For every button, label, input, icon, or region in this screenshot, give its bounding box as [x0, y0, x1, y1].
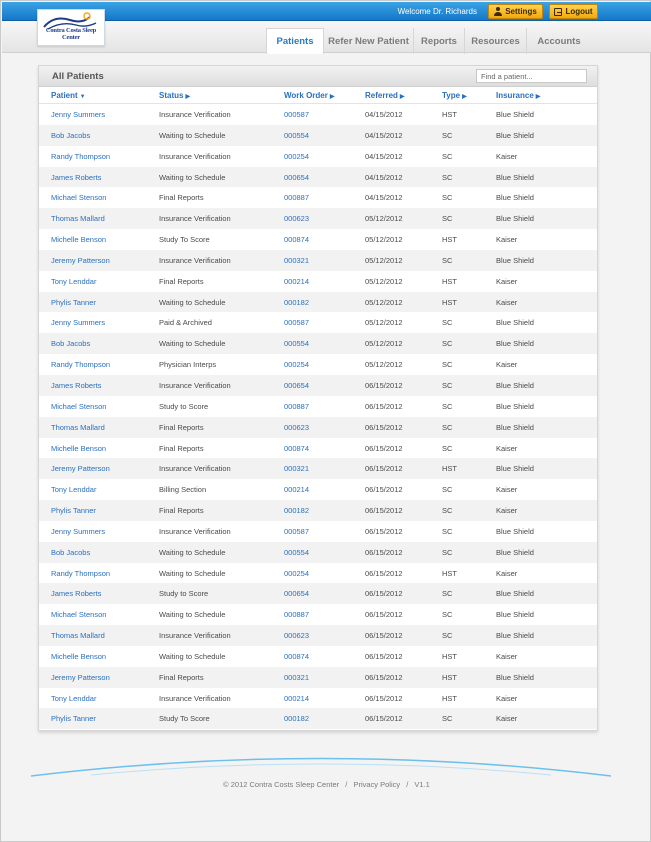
patient-name-link[interactable]: Bob Jacobs — [51, 130, 91, 140]
settings-button[interactable] — [488, 4, 543, 19]
insurance-cell: Kaiser — [496, 651, 518, 661]
work-order-link[interactable]: 000554 — [284, 339, 310, 349]
table-row[interactable] — [39, 646, 597, 667]
type-cell: SC — [442, 339, 453, 349]
logo[interactable] — [37, 9, 105, 46]
patient-name-link[interactable]: Michael Stenson — [51, 610, 107, 620]
patient-name-link[interactable]: Jenny Summers — [51, 526, 106, 536]
work-order-link[interactable]: 000254 — [284, 151, 310, 161]
patient-name-link[interactable]: Phylis Tanner — [51, 297, 96, 307]
work-order-link[interactable]: 000623 — [284, 422, 310, 432]
referred-cell: 06/15/2012 — [365, 380, 403, 390]
patient-name-link[interactable]: James Roberts — [51, 172, 102, 182]
type-cell: SC — [442, 172, 453, 182]
work-order-link[interactable]: 000321 — [284, 255, 310, 265]
type-cell: SC — [442, 506, 453, 516]
type-cell: HST — [442, 297, 457, 307]
referred-cell: 06/15/2012 — [365, 506, 403, 516]
referred-cell: 06/15/2012 — [365, 464, 403, 474]
table-row[interactable] — [39, 187, 597, 208]
status-cell: Final Reports — [159, 193, 204, 203]
insurance-cell: Blue Shield — [496, 589, 534, 599]
patient-name-link[interactable]: Randy Thompson — [51, 151, 111, 161]
insurance-cell: Blue Shield — [496, 110, 534, 119]
type-cell: SC — [442, 151, 453, 161]
table-row[interactable] — [39, 583, 597, 604]
table-row[interactable] — [39, 417, 597, 438]
column-header-referred[interactable] — [365, 91, 405, 100]
table-row[interactable] — [39, 354, 597, 375]
patient-name-link[interactable]: Michael Stenson — [51, 401, 107, 411]
type-cell: SC — [442, 526, 453, 536]
status-cell: Final Reports — [159, 422, 204, 432]
type-cell: SC — [442, 631, 453, 641]
status-cell: Insurance Verification — [159, 631, 231, 641]
work-order-link[interactable]: 000182 — [284, 506, 310, 516]
patient-name-link[interactable]: Michelle Benson — [51, 651, 107, 661]
work-order-link[interactable]: 000321 — [284, 464, 310, 474]
patient-name-link[interactable]: Jeremy Patterson — [51, 672, 110, 682]
work-order-link[interactable]: 000587 — [284, 318, 310, 328]
work-order-link[interactable]: 000554 — [284, 547, 310, 557]
work-order-link[interactable]: 000654 — [284, 172, 310, 182]
work-order-link[interactable]: 000554 — [284, 130, 310, 140]
insurance-cell: Kaiser — [496, 151, 518, 161]
patient-name-link[interactable]: Randy Thompson — [51, 360, 111, 370]
referred-cell: 05/12/2012 — [365, 297, 403, 307]
status-cell: Insurance Verification — [159, 464, 231, 474]
footer — [1, 780, 651, 789]
patient-name-link[interactable]: Tony Lenddar — [51, 693, 97, 703]
patient-name-link[interactable]: Thomas Mallard — [51, 631, 105, 641]
patient-name-link[interactable]: Bob Jacobs — [51, 547, 91, 557]
insurance-cell: Kaiser — [496, 568, 518, 578]
status-cell: Insurance Verification — [159, 110, 231, 119]
column-header-work-order[interactable] — [284, 91, 335, 100]
table-row[interactable] — [39, 458, 597, 479]
main-nav — [266, 28, 591, 54]
type-cell: SC — [442, 360, 453, 370]
work-order-link[interactable]: 000214 — [284, 276, 310, 286]
referred-cell: 05/12/2012 — [365, 214, 403, 224]
patient-name-link[interactable]: Michelle Benson — [51, 235, 107, 245]
table-row[interactable] — [39, 104, 597, 125]
referred-cell: 06/15/2012 — [365, 401, 403, 411]
status-cell: Insurance Verification — [159, 693, 231, 703]
table-row[interactable] — [39, 479, 597, 500]
work-order-link[interactable]: 000254 — [284, 360, 310, 370]
type-cell: SC — [442, 214, 453, 224]
referred-cell: 05/12/2012 — [365, 318, 403, 328]
patients-table-body — [39, 104, 597, 729]
copyright-text: © 2012 Contra Costs Sleep Center — [223, 780, 340, 789]
table-row[interactable] — [39, 229, 597, 250]
insurance-cell: Blue Shield — [496, 401, 534, 411]
patients-panel — [38, 65, 598, 731]
work-order-link[interactable]: 000321 — [284, 672, 310, 682]
table-row[interactable] — [39, 271, 597, 292]
referred-cell: 06/15/2012 — [365, 651, 403, 661]
type-cell: SC — [442, 547, 453, 557]
type-cell: SC — [442, 443, 453, 453]
table-row[interactable] — [39, 146, 597, 167]
referred-cell: 06/15/2012 — [365, 443, 403, 453]
patient-name-link[interactable]: Bob Jacobs — [51, 339, 91, 349]
patient-name-link[interactable]: Jeremy Patterson — [51, 255, 110, 265]
logout-button[interactable] — [549, 4, 598, 19]
insurance-cell: Blue Shield — [496, 380, 534, 390]
sort-right-icon: ▶ — [329, 94, 335, 100]
tab-accounts[interactable]: Accounts — [537, 35, 581, 47]
type-cell: SC — [442, 130, 453, 140]
type-cell: HST — [442, 110, 457, 119]
patient-name-link[interactable]: Tony Lenddar — [51, 485, 97, 495]
table-row[interactable] — [39, 667, 597, 688]
column-header-status[interactable] — [159, 91, 190, 100]
privacy-policy-link[interactable]: Privacy Policy — [353, 780, 401, 789]
referred-cell: 05/12/2012 — [365, 276, 403, 286]
patient-name-link[interactable]: Jeremy Patterson — [51, 464, 110, 474]
patient-search-input[interactable] — [476, 69, 587, 83]
patient-name-link[interactable]: James Roberts — [51, 589, 102, 599]
footer-swoosh — [31, 751, 611, 781]
referred-cell: 06/15/2012 — [365, 714, 403, 724]
referred-cell: 04/15/2012 — [365, 172, 403, 182]
referred-cell: 06/15/2012 — [365, 610, 403, 620]
type-cell: HST — [442, 235, 457, 245]
referred-cell: 05/12/2012 — [365, 339, 403, 349]
type-cell: HST — [442, 464, 457, 474]
status-cell: Study To Score — [159, 235, 210, 245]
insurance-cell: Blue Shield — [496, 672, 534, 682]
column-header-label: Type — [442, 91, 461, 100]
table-row[interactable] — [39, 208, 597, 229]
panel-title: All Patients — [52, 71, 104, 82]
table-header — [39, 87, 597, 104]
work-order-link[interactable]: 000874 — [284, 443, 310, 453]
table-row[interactable] — [39, 521, 597, 542]
sort-down-icon: ▼ — [79, 94, 86, 100]
column-header-label: Patient — [51, 91, 78, 100]
insurance-cell: Kaiser — [496, 485, 518, 495]
type-cell: HST — [442, 276, 457, 286]
patient-name-link[interactable]: Thomas Mallard — [51, 422, 105, 432]
insurance-cell: Blue Shield — [496, 464, 534, 474]
referred-cell: 06/15/2012 — [365, 568, 403, 578]
column-header-label: Work Order — [284, 91, 328, 100]
table-row[interactable] — [39, 312, 597, 333]
status-cell: Final Reports — [159, 276, 204, 286]
work-order-link[interactable]: 000587 — [284, 110, 310, 119]
status-cell: Study to Score — [159, 589, 209, 599]
status-cell: Paid & Archived — [159, 318, 212, 328]
column-header-label: Insurance — [496, 91, 534, 100]
sort-right-icon: ▶ — [399, 94, 405, 100]
insurance-cell: Blue Shield — [496, 547, 534, 557]
column-header-patient[interactable] — [51, 91, 86, 100]
insurance-cell: Blue Shield — [496, 214, 534, 224]
status-cell: Physician Interps — [159, 360, 217, 370]
referred-cell: 06/15/2012 — [365, 526, 403, 536]
referred-cell: 06/15/2012 — [365, 589, 403, 599]
type-cell: SC — [442, 401, 453, 411]
status-cell: Waiting to Schedule — [159, 547, 226, 557]
referred-cell: 05/12/2012 — [365, 360, 403, 370]
table-row[interactable] — [39, 604, 597, 625]
referred-cell: 06/15/2012 — [365, 631, 403, 641]
version-text: V1.1 — [414, 780, 430, 789]
insurance-cell: Kaiser — [496, 276, 518, 286]
work-order-link[interactable]: 000587 — [284, 526, 310, 536]
work-order-link[interactable]: 000214 — [284, 485, 310, 495]
table-row[interactable] — [39, 500, 597, 521]
patient-name-link[interactable]: James Roberts — [51, 380, 102, 390]
settings-label: Settings — [505, 7, 537, 16]
status-cell: Final Reports — [159, 443, 204, 453]
tab-patients[interactable]: Patients — [266, 28, 324, 54]
table-row[interactable] — [39, 167, 597, 188]
work-order-link[interactable]: 000254 — [284, 568, 310, 578]
tab-reports[interactable]: Reports — [414, 28, 465, 54]
insurance-cell: Kaiser — [496, 714, 518, 724]
patient-name-link[interactable]: Randy Thompson — [51, 568, 111, 578]
work-order-link[interactable]: 000654 — [284, 380, 310, 390]
column-header-type[interactable] — [442, 91, 467, 100]
work-order-link[interactable]: 000887 — [284, 401, 310, 411]
status-cell: Waiting to Schedule — [159, 568, 226, 578]
work-order-link[interactable]: 000182 — [284, 297, 310, 307]
footer-separator: / — [406, 780, 409, 789]
patient-name-link[interactable]: Tony Lenddar — [51, 276, 97, 286]
type-cell: SC — [442, 714, 453, 724]
patient-name-link[interactable]: Thomas Mallard — [51, 214, 105, 224]
type-cell: HST — [442, 693, 457, 703]
footer-separator: / — [345, 780, 348, 789]
work-order-link[interactable]: 000623 — [284, 631, 310, 641]
table-row[interactable] — [39, 125, 597, 146]
logo-text: Contra Costa Sleep Center — [45, 27, 97, 41]
table-row[interactable] — [39, 688, 597, 709]
panel-header — [39, 66, 597, 87]
table-row[interactable] — [39, 542, 597, 563]
referred-cell: 04/15/2012 — [365, 151, 403, 161]
type-cell: SC — [442, 422, 453, 432]
work-order-link[interactable]: 000874 — [284, 235, 310, 245]
referred-cell: 05/12/2012 — [365, 255, 403, 265]
insurance-cell: Blue Shield — [496, 130, 534, 140]
patient-name-link[interactable]: Jenny Summers — [51, 110, 106, 119]
insurance-cell: Blue Shield — [496, 255, 534, 265]
insurance-cell: Kaiser — [496, 360, 518, 370]
type-cell: SC — [442, 610, 453, 620]
insurance-cell: Blue Shield — [496, 422, 534, 432]
insurance-cell: Blue Shield — [496, 172, 534, 182]
referred-cell: 06/15/2012 — [365, 485, 403, 495]
patient-name-link[interactable]: Jenny Summers — [51, 318, 106, 328]
type-cell: SC — [442, 589, 453, 599]
logout-label: Logout — [565, 7, 593, 16]
type-cell: SC — [442, 318, 453, 328]
patient-name-link[interactable]: Phylis Tanner — [51, 714, 96, 724]
referred-cell: 06/15/2012 — [365, 422, 403, 432]
type-cell: HST — [442, 651, 457, 661]
status-cell: Insurance Verification — [159, 214, 231, 224]
insurance-cell: Kaiser — [496, 693, 518, 703]
status-cell: Insurance Verification — [159, 526, 231, 536]
column-header-insurance[interactable] — [496, 91, 540, 100]
status-cell: Insurance Verification — [159, 151, 231, 161]
sort-right-icon: ▶ — [185, 94, 191, 100]
status-cell: Waiting to Schedule — [159, 651, 226, 661]
type-cell: HST — [442, 568, 457, 578]
table-row[interactable] — [39, 375, 597, 396]
table-row[interactable] — [39, 250, 597, 271]
status-cell: Billing Section — [159, 485, 207, 495]
status-cell: Study to Score — [159, 401, 209, 411]
type-cell: SC — [442, 255, 453, 265]
status-cell: Insurance Verification — [159, 255, 231, 265]
work-order-link[interactable]: 000887 — [284, 610, 310, 620]
type-cell: HST — [442, 672, 457, 682]
insurance-cell: Kaiser — [496, 297, 518, 307]
insurance-cell: Kaiser — [496, 443, 518, 453]
insurance-cell: Kaiser — [496, 506, 518, 516]
referred-cell: 06/15/2012 — [365, 672, 403, 682]
column-header-label: Referred — [365, 91, 398, 100]
work-order-link[interactable]: 000654 — [284, 589, 310, 599]
patient-name-link[interactable]: Phylis Tanner — [51, 506, 96, 516]
status-cell: Waiting to Schedule — [159, 339, 226, 349]
status-cell: Insurance Verification — [159, 380, 231, 390]
insurance-cell: Blue Shield — [496, 610, 534, 620]
referred-cell: 06/15/2012 — [365, 693, 403, 703]
status-cell: Final Reports — [159, 672, 204, 682]
referred-cell: 06/15/2012 — [365, 547, 403, 557]
status-cell: Waiting to Schedule — [159, 172, 226, 182]
patient-name-link[interactable]: Michael Stenson — [51, 193, 107, 203]
status-cell: Waiting to Schedule — [159, 610, 226, 620]
insurance-cell: Blue Shield — [496, 631, 534, 641]
type-cell: SC — [442, 380, 453, 390]
work-order-link[interactable]: 000214 — [284, 693, 310, 703]
work-order-link[interactable]: 000623 — [284, 214, 310, 224]
logout-icon — [554, 8, 562, 16]
table-row[interactable] — [39, 563, 597, 584]
table-row[interactable] — [39, 333, 597, 354]
welcome-text: Welcome Dr. Richards — [397, 7, 477, 16]
insurance-cell: Blue Shield — [496, 318, 534, 328]
table-row[interactable] — [39, 292, 597, 313]
work-order-link[interactable]: 000887 — [284, 193, 310, 203]
table-row[interactable] — [39, 625, 597, 646]
column-header-label: Status — [159, 91, 184, 100]
type-cell: SC — [442, 485, 453, 495]
referred-cell: 04/15/2012 — [365, 130, 403, 140]
tab-refer-new-patient[interactable]: Refer New Patient — [324, 28, 414, 54]
type-cell: SC — [442, 193, 453, 203]
user-icon — [494, 7, 502, 16]
work-order-link[interactable]: 000182 — [284, 714, 310, 724]
patient-name-link[interactable]: Michelle Benson — [51, 443, 107, 453]
insurance-cell: Kaiser — [496, 235, 518, 245]
tab-resources[interactable]: Resources — [465, 28, 527, 54]
insurance-cell: Blue Shield — [496, 526, 534, 536]
referred-cell: 04/15/2012 — [365, 193, 403, 203]
table-row[interactable] — [39, 396, 597, 417]
table-row[interactable] — [39, 438, 597, 459]
status-cell: Waiting to Schedule — [159, 130, 226, 140]
status-cell: Final Reports — [159, 506, 204, 516]
sort-right-icon: ▶ — [535, 94, 541, 100]
insurance-cell: Blue Shield — [496, 339, 534, 349]
sort-right-icon: ▶ — [462, 94, 467, 100]
referred-cell: 05/12/2012 — [365, 235, 403, 245]
referred-cell: 04/15/2012 — [365, 110, 403, 119]
status-cell: Study To Score — [159, 714, 210, 724]
work-order-link[interactable]: 000874 — [284, 651, 310, 661]
table-row[interactable] — [39, 708, 597, 729]
status-cell: Waiting to Schedule — [159, 297, 226, 307]
insurance-cell: Blue Shield — [496, 193, 534, 203]
